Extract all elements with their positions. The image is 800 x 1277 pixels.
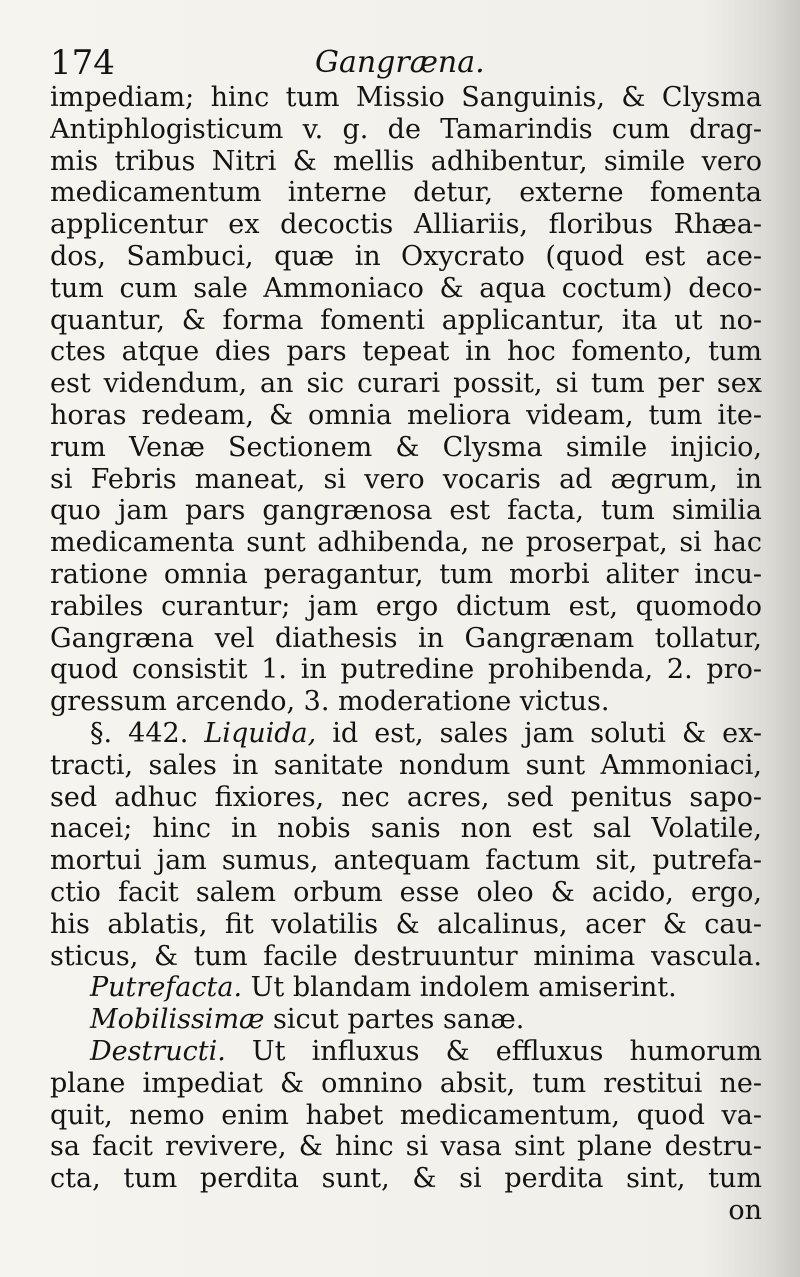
text-line: Antiphlogisticum v. g. de Tamarindis cum drag- xyxy=(50,113,762,145)
text-line: nacei; hinc in nobis sanis non est sal Volatile, xyxy=(50,813,762,845)
body-text xyxy=(50,82,762,1227)
page-number: 174 xyxy=(50,43,115,83)
text-line: his ablatis, fit volatilis & alcalinus, acer & cau- xyxy=(50,908,762,940)
text-line: Gangræna vel diathesis in Gangrænam tollatur, xyxy=(50,622,762,654)
text-line: applicentur ex decoctis Alliariis, floribus Rhæa- xyxy=(50,209,762,241)
text-line: medicamenta sunt adhibenda, ne proserpat, si hac xyxy=(50,527,762,559)
text-line: horas redeam, & omnia meliora videam, tum ite- xyxy=(50,399,762,431)
text-line: tum cum sale Ammoniaco & aqua coctum) deco- xyxy=(50,272,762,304)
text-line: sed adhuc fixiores, nec acres, sed penitus sapo- xyxy=(50,781,762,813)
text-line: dos, Sambuci, quæ in Oxycrato (quod est ace- xyxy=(50,240,762,272)
text-line: quit, nemo enim habet medicamentum, quod va- xyxy=(50,1099,762,1131)
text-line: plane impediat & omnino absit, tum restitui ne- xyxy=(50,1067,762,1099)
text-line: tracti, sales in sanitate nondum sunt Ammoniaci, xyxy=(50,749,762,781)
text-line: quod consistit 1. in putredine prohibenda, 2. pro- xyxy=(50,654,762,686)
text-line: quantur, & forma fomenti applicantur, ita ut no- xyxy=(50,304,762,336)
text-line: si Febris maneat, si vero vocaris ad ægrum, in xyxy=(50,463,762,495)
text-line: ratione omnia peragantur, tum morbi aliter incu- xyxy=(50,558,762,590)
running-title: Gangræna. xyxy=(315,45,485,80)
text-line: Destructi. Ut influxus & effluxus humorum xyxy=(90,1035,762,1067)
text-line: Putrefacta. Ut blandam indolem amiserint. xyxy=(90,972,677,1004)
text-line: sticus, & tum facile destruuntur minima vascula. xyxy=(50,940,762,972)
text-line: quo jam pars gangrænosa est facta, tum similia xyxy=(50,495,762,527)
page-header xyxy=(50,38,750,88)
text-line: rabiles curantur; jam ergo dictum est, quomodo xyxy=(50,590,762,622)
text-line: ctes atque dies pars tepeat in hoc fomento, tum xyxy=(50,336,762,368)
text-line: gressum arcendo, 3. moderatione victus. xyxy=(50,686,610,718)
text-line: Mobilissimæ sicut partes sanæ. xyxy=(90,1004,525,1036)
text-line: ctio facit salem orbum esse oleo & acido, ergo, xyxy=(50,876,762,908)
text-line: rum Venæ Sectionem & Clysma simile injicio, xyxy=(50,431,762,463)
text-line: §. 442. Liquida, id est, sales jam soluti & ex- xyxy=(90,717,762,749)
text-line: mortui jam sumus, antequam factum sit, putrefa- xyxy=(50,845,762,877)
text-line: est videndum, an sic curari possit, si tum per sex xyxy=(50,368,762,400)
text-line: impediam; hinc tum Missio Sanguinis, & Clysma xyxy=(50,82,762,113)
text-line: medicamentum interne detur, externe fomenta xyxy=(50,177,762,209)
text-line: sa facit revivere, & hinc si vasa sint plane destru- xyxy=(50,1131,762,1163)
text-line: cta, tum perdita sunt, & si perdita sint, tum xyxy=(50,1163,762,1195)
text-line: mis tribus Nitri & mellis adhibentur, simile vero xyxy=(50,145,762,177)
text-line: on xyxy=(728,1194,762,1226)
